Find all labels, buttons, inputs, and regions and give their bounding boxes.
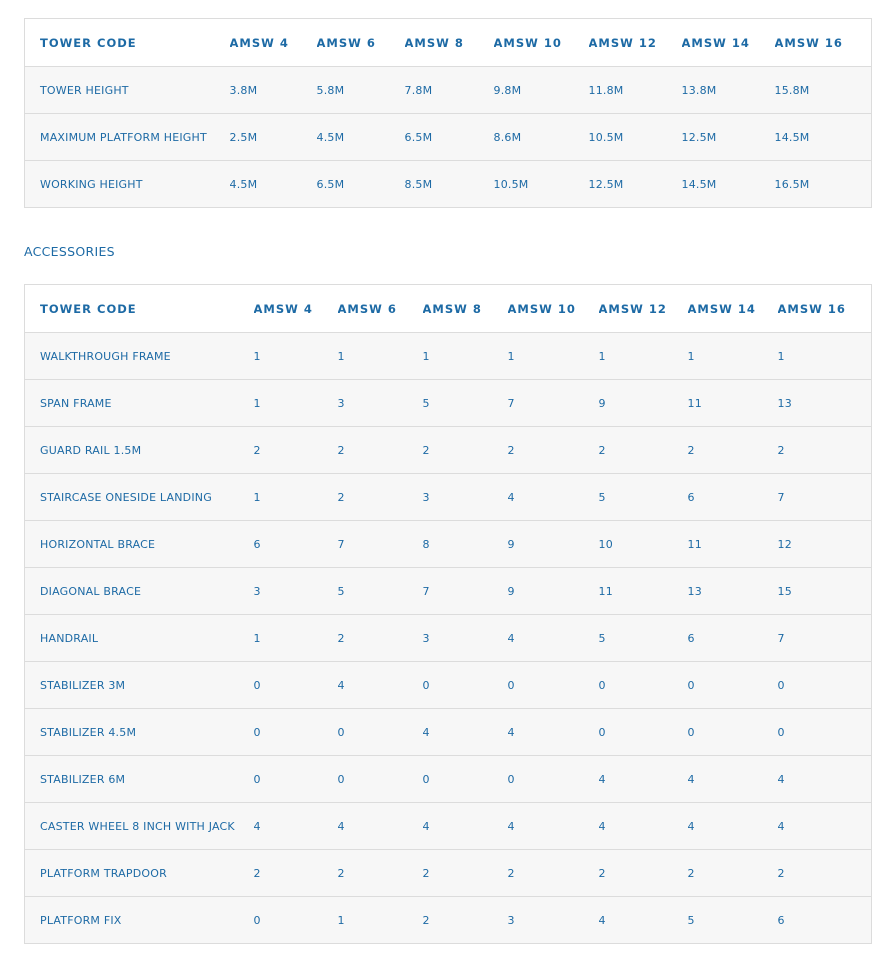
table-cell: 4 [688,803,778,850]
table-cell: 2 [508,850,599,897]
row-label: HORIZONTAL BRACE [25,521,254,568]
table-cell: 3 [423,615,508,662]
table-cell: 2 [423,427,508,474]
table-cell: 7 [778,474,872,521]
table-row [25,67,872,114]
table-cell: 9 [508,521,599,568]
table-cell: 2 [338,615,423,662]
table-cell: 7 [508,380,599,427]
table-cell: 13 [688,568,778,615]
row-label: STAIRCASE ONESIDE LANDING [25,474,254,521]
table-cell: 1 [423,333,508,380]
table-cell: 6 [778,897,872,944]
table-cell: 6.5M [317,161,405,208]
table-cell: 5 [599,615,688,662]
table-row [25,521,872,568]
table-cell: 0 [254,709,338,756]
table-cell: 8 [423,521,508,568]
table-cell: 0 [508,756,599,803]
table-cell: 2 [688,850,778,897]
column-header: AMSW 4 [254,285,338,333]
row-label: HANDRAIL [25,615,254,662]
table-row [25,756,872,803]
table-cell: 4 [508,803,599,850]
table-cell: 2 [338,474,423,521]
table-cell: 4 [508,615,599,662]
table-cell: 0 [778,662,872,709]
row-label: CASTER WHEEL 8 INCH WITH JACK [25,803,254,850]
table-cell: 0 [778,709,872,756]
table-cell: 2 [254,427,338,474]
table-cell: 0 [254,662,338,709]
column-header: AMSW 8 [423,285,508,333]
table-row [25,803,872,850]
table-cell: 2.5M [230,114,317,161]
column-header: AMSW 14 [688,285,778,333]
table-cell: 3.8M [230,67,317,114]
table-cell: 12.5M [589,161,682,208]
table-cell: 0 [599,709,688,756]
table-cell: 9 [508,568,599,615]
table-cell: 5 [599,474,688,521]
table-cell: 4 [778,803,872,850]
table-cell: 0 [423,756,508,803]
table-row [25,333,872,380]
table-cell: 2 [423,897,508,944]
table-cell: 4 [688,756,778,803]
table-cell: 13 [778,380,872,427]
column-header: TOWER CODE [25,285,254,333]
table-cell: 4 [599,803,688,850]
row-label: WORKING HEIGHT [25,161,230,208]
table-row [25,615,872,662]
table-cell: 1 [599,333,688,380]
table-row [25,380,872,427]
row-label: PLATFORM TRAPDOOR [25,850,254,897]
table-cell: 1 [254,615,338,662]
row-label: WALKTHROUGH FRAME [25,333,254,380]
table-cell: 9 [599,380,688,427]
table-cell: 7 [338,521,423,568]
table-cell: 4.5M [317,114,405,161]
table-cell: 1 [338,333,423,380]
table-cell: 6 [688,474,778,521]
row-label: GUARD RAIL 1.5M [25,427,254,474]
table-row [25,114,872,161]
table-cell: 4 [338,662,423,709]
table-cell: 9.8M [494,67,589,114]
column-header: AMSW 12 [589,19,682,67]
table-cell: 8.6M [494,114,589,161]
column-header: AMSW 6 [317,19,405,67]
table-cell: 12.5M [682,114,775,161]
table-cell: 1 [254,333,338,380]
table-cell: 2 [508,427,599,474]
table-cell: 3 [508,897,599,944]
table-cell: 1 [254,474,338,521]
table-row [25,709,872,756]
table-row [25,474,872,521]
table-cell: 10 [599,521,688,568]
table-cell: 0 [423,662,508,709]
table-cell: 2 [778,427,872,474]
table-cell: 6 [688,615,778,662]
table-cell: 16.5M [775,161,872,208]
table-cell: 7 [778,615,872,662]
table-cell: 4 [508,709,599,756]
table-cell: 4 [338,803,423,850]
table-cell: 1 [778,333,872,380]
table-cell: 11 [599,568,688,615]
table-cell: 5.8M [317,67,405,114]
column-header: TOWER CODE [25,19,230,67]
table-cell: 2 [599,850,688,897]
table-header-row [25,285,872,333]
table-cell: 0 [338,756,423,803]
table-cell: 15.8M [775,67,872,114]
row-label: MAXIMUM PLATFORM HEIGHT [25,114,230,161]
column-header: AMSW 16 [775,19,872,67]
column-header: AMSW 16 [778,285,872,333]
table-cell: 4 [254,803,338,850]
table-cell: 2 [338,850,423,897]
table-cell: 14.5M [775,114,872,161]
table-cell: 2 [338,427,423,474]
table-cell: 6.5M [405,114,494,161]
table-cell: 1 [688,333,778,380]
table-row [25,850,872,897]
table-cell: 2 [778,850,872,897]
table-cell: 4 [599,897,688,944]
tower-specs-table [24,18,872,208]
table-row [25,897,872,944]
table-row [25,662,872,709]
table-cell: 13.8M [682,67,775,114]
table-cell: 7.8M [405,67,494,114]
table-cell: 2 [423,850,508,897]
table-cell: 12 [778,521,872,568]
table-cell: 10.5M [494,161,589,208]
table-cell: 0 [508,662,599,709]
table-cell: 15 [778,568,872,615]
table-cell: 1 [254,380,338,427]
column-header: AMSW 10 [508,285,599,333]
table-cell: 0 [688,709,778,756]
row-label: TOWER HEIGHT [25,67,230,114]
table-cell: 3 [338,380,423,427]
table-cell: 11.8M [589,67,682,114]
table-cell: 8.5M [405,161,494,208]
table-cell: 11 [688,521,778,568]
row-label: SPAN FRAME [25,380,254,427]
row-label: STABILIZER 3M [25,662,254,709]
table-cell: 1 [338,897,423,944]
table-cell: 0 [254,897,338,944]
column-header: AMSW 14 [682,19,775,67]
table-row [25,568,872,615]
table-cell: 7 [423,568,508,615]
table-row [25,427,872,474]
table-cell: 0 [338,709,423,756]
table-cell: 2 [599,427,688,474]
table-cell: 0 [688,662,778,709]
table-cell: 4 [423,709,508,756]
column-header: AMSW 6 [338,285,423,333]
row-label: STABILIZER 4.5M [25,709,254,756]
accessories-table [24,284,872,944]
table-row [25,161,872,208]
table-cell: 6 [254,521,338,568]
table-cell: 4 [778,756,872,803]
table-cell: 11 [688,380,778,427]
column-header: AMSW 8 [405,19,494,67]
table-cell: 5 [423,380,508,427]
table-cell: 10.5M [589,114,682,161]
row-label: PLATFORM FIX [25,897,254,944]
table-cell: 3 [254,568,338,615]
table-header-row [25,19,872,67]
table-cell: 2 [254,850,338,897]
row-label: STABILIZER 6M [25,756,254,803]
table-cell: 1 [508,333,599,380]
row-label: DIAGONAL BRACE [25,568,254,615]
table-cell: 4 [599,756,688,803]
table-cell: 0 [599,662,688,709]
table-cell: 5 [338,568,423,615]
table-cell: 0 [254,756,338,803]
table-cell: 14.5M [682,161,775,208]
table-cell: 4 [423,803,508,850]
table-cell: 3 [423,474,508,521]
accessories-heading: ACCESSORIES [24,244,115,259]
table-cell: 4 [508,474,599,521]
table-cell: 5 [688,897,778,944]
table-cell: 4.5M [230,161,317,208]
table-cell: 2 [688,427,778,474]
column-header: AMSW 10 [494,19,589,67]
column-header: AMSW 4 [230,19,317,67]
column-header: AMSW 12 [599,285,688,333]
